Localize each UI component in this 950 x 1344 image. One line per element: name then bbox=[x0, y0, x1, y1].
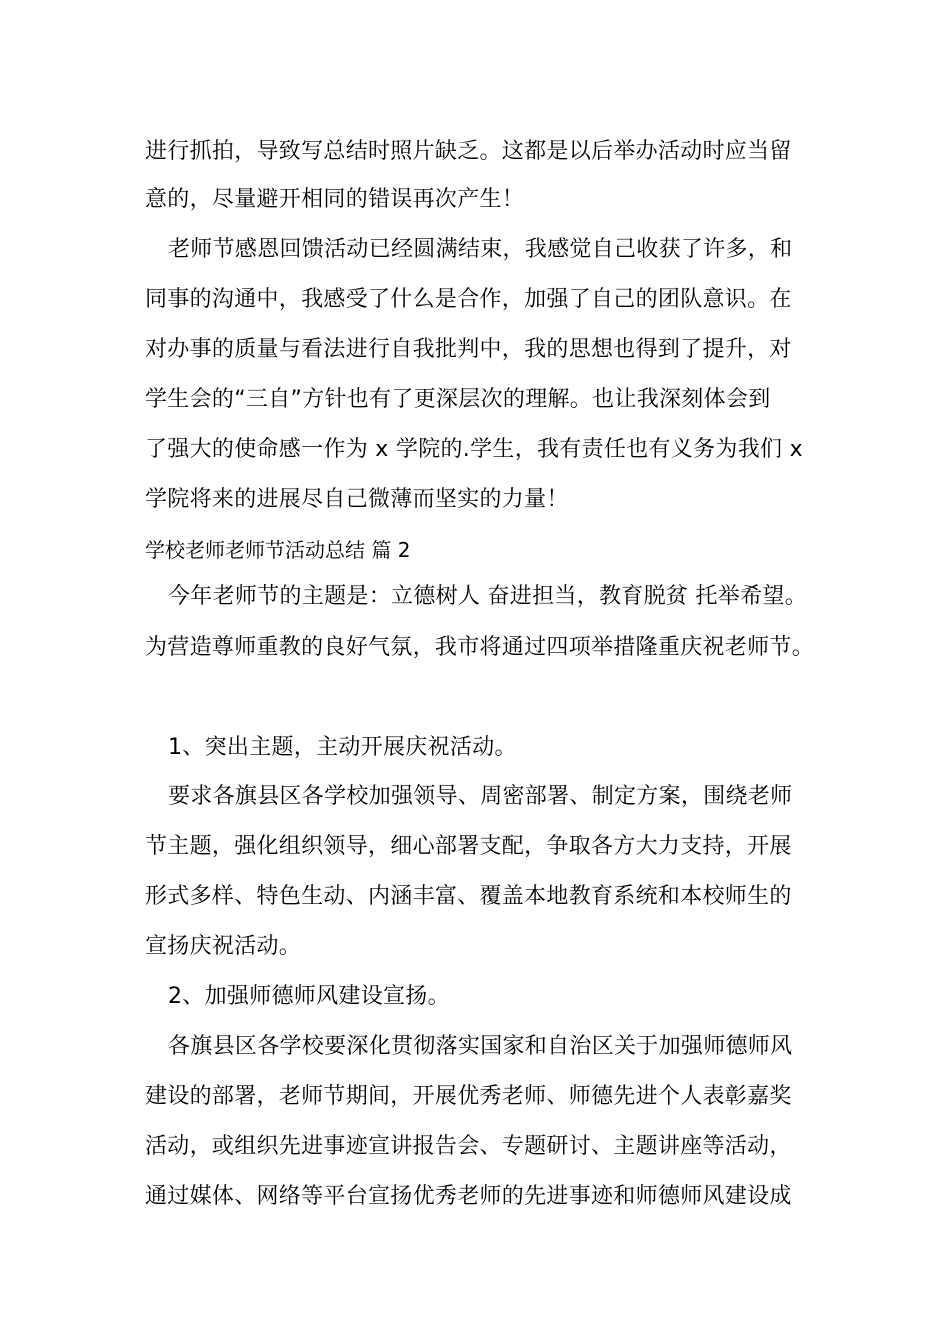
paragraph-line: 进行抓拍，导致写总结时照片缺乏。这都是以后举办活动时应当留 bbox=[145, 139, 792, 164]
list-item-heading: 1、突出主题，主动开展庆祝活动。 bbox=[168, 735, 517, 760]
paragraph-line: 要求各旗县区各学校加强领导、周密部署、制定方案，围绕老师 bbox=[168, 784, 793, 809]
paragraph-line: 对办事的质量与看法进行自我批判中，我的思想也得到了提升，对 bbox=[145, 337, 792, 362]
list-item-heading: 2、加强师德师风建设宣扬。 bbox=[168, 984, 450, 1009]
paragraph-line: 了强大的使命感一作为 x 学院的.学生，我有责任也有义务为我们 x bbox=[145, 437, 803, 462]
paragraph-line: 意的，尽量避开相同的错误再次产生！ bbox=[145, 187, 525, 212]
paragraph-line: 老师节感恩回馈活动已经圆满结束，我感觉自己收获了许多，和 bbox=[168, 237, 793, 262]
paragraph-line: 通过媒体、网络等平台宣扬优秀老师的先进事迹和师德师风建设成 bbox=[145, 1184, 792, 1209]
paragraph-line: 活动，或组织先进事迹宣讲报告会、专题研讨、主题讲座等活动， bbox=[145, 1134, 792, 1159]
paragraph-line: 为营造尊师重教的良好气氛，我市将通过四项举措隆重庆祝老师节。 bbox=[145, 635, 815, 660]
paragraph-line: 各旗县区各学校要深化贯彻落实国家和自治区关于加强师德师风 bbox=[168, 1034, 793, 1059]
paragraph-line: 学院将来的进展尽自己微薄而坚实的力量！ bbox=[145, 487, 569, 512]
paragraph-line: 形式多样、特色生动、内涵丰富、覆盖本地教育系统和本校师生的 bbox=[145, 884, 792, 909]
paragraph-line: 学生会的“三自”方针也有了更深层次的理解。也让我深刻体会到 bbox=[145, 387, 771, 412]
paragraph-line: 建设的部署，老师节期间，开展优秀老师、师德先进个人表彰嘉奖 bbox=[145, 1084, 792, 1109]
paragraph-line: 节主题，强化组织领导，细心部署支配，争取各方大力支持，开展 bbox=[145, 834, 792, 859]
paragraph-line: 宣扬庆祝活动。 bbox=[145, 934, 302, 959]
section-heading: 学校老师老师节活动总结 篇 2 bbox=[145, 538, 411, 562]
paragraph-line: 今年老师节的主题是：立德树人 奋进担当，教育脱贫 托举希望。 bbox=[168, 584, 807, 609]
paragraph-line: 同事的沟通中，我感受了什么是合作，加强了自己的团队意识。在 bbox=[145, 287, 792, 312]
